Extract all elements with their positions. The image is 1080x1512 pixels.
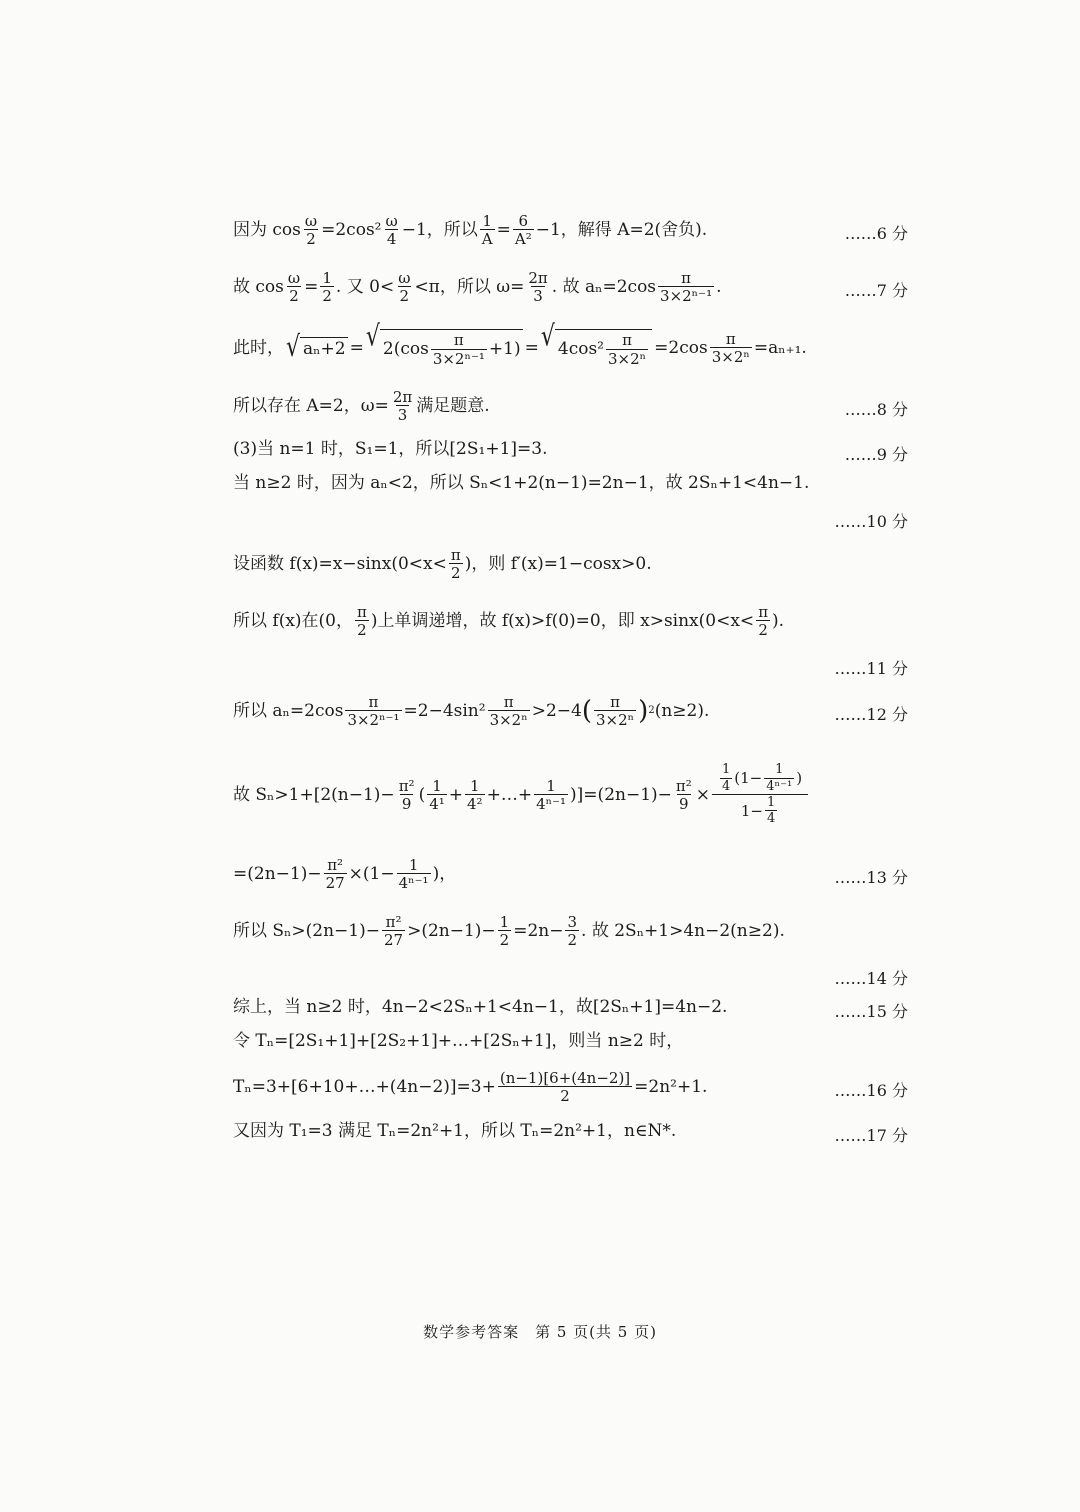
compound-fraction: $\frac{1}{4}$ (1− $\frac{1}{\text{4ⁿ⁻¹}}$ ) 1− $\frac{1}{4}$ — [712, 763, 808, 826]
text: =2cos — [654, 337, 708, 358]
score-mark: ……11 分 — [834, 659, 908, 678]
score-mark: ……7 分 — [844, 281, 908, 300]
fraction: $\frac{\omega}{2}$ — [287, 268, 301, 305]
text: +…+ — [486, 784, 533, 805]
fraction: $\frac{\pi}{\text{3×2ⁿ}}$ — [608, 331, 647, 368]
text: =2−4sin² — [403, 700, 486, 721]
fraction: $\frac{\pi}{\text{3×2ⁿ}}$ — [489, 692, 528, 729]
text: 故 Sₙ>1+[2(n−1)− — [233, 784, 395, 805]
right-paren: ) — [638, 696, 649, 726]
text: >(2n−1)− — [407, 920, 496, 941]
fraction: $\frac{1}{\text{4²}}$ — [467, 776, 483, 813]
fraction: $\frac{2\pi}{3}$ — [528, 268, 548, 305]
text: 设函数 f(x)=x−sinx(0<x< — [233, 553, 447, 574]
score-mark: ……8 分 — [844, 400, 908, 419]
square-root: √ aₙ+2 — [286, 331, 346, 364]
text: = — [524, 337, 539, 358]
fraction: $\frac{\text{π²}}{27}$ — [383, 912, 404, 949]
text: ×(1− — [348, 863, 395, 884]
line-10 — [233, 752, 908, 838]
square-root: √ 4cos² $\frac{\pi}{\text{3×2ⁿ}}$ — [541, 329, 652, 367]
line-16: 又因为 T₁=3 满足 Tₙ=2n²+1，所以 Tₙ=2n²+1，n∈N*. — [233, 1121, 677, 1141]
line-13: 综上，当 n≥2 时，4n−2<2Sₙ+1<4n−1，故[2Sₙ+1]=4n−2. — [233, 997, 728, 1017]
text: )， — [432, 863, 457, 884]
text: . 故 aₙ=2cos — [551, 276, 657, 297]
score-mark: ……17 分 — [834, 1126, 908, 1145]
fraction: $\frac{\pi}{\text{3×2ⁿ⁻¹}}$ — [660, 268, 713, 305]
text: 所以 aₙ=2cos — [233, 700, 344, 721]
score-mark: ……10 分 — [834, 512, 908, 531]
line-3 — [233, 320, 908, 371]
fraction: $\frac{\pi}{2}$ — [758, 602, 769, 639]
line-11 — [233, 852, 908, 896]
text: 所以 f(x)在(0， — [233, 610, 353, 631]
text: ( — [418, 784, 426, 805]
line-15 — [233, 1065, 908, 1109]
text: )]=(2n−1)− — [570, 784, 672, 805]
text: (n≥2). — [654, 700, 710, 721]
score-mark: ……6 分 — [844, 224, 908, 243]
line-4 — [233, 384, 908, 428]
text: . — [716, 276, 722, 297]
text: × — [695, 784, 711, 805]
text: <π，所以 ω= — [414, 276, 525, 297]
text: + — [448, 784, 464, 805]
fraction: $\frac{\omega}{2}$ — [304, 211, 318, 248]
fraction: $\frac{(n-1)[6+(4n-2)]}{2}$ — [499, 1068, 631, 1105]
fraction: $\frac{3}{2}$ — [567, 912, 578, 949]
fraction: $\frac{\pi}{\text{3×2ⁿ⁻¹}}$ — [432, 331, 485, 368]
score-mark: ……15 分 — [834, 1002, 908, 1021]
text: 因为 cos — [233, 219, 301, 240]
line-8 — [233, 599, 908, 643]
text: >2−4 — [531, 700, 582, 721]
page-footer: 数学参考答案 第 5 页(共 5 页) — [423, 1323, 657, 1341]
fraction: $\frac{\pi}{\text{3×2ⁿ}}$ — [596, 692, 635, 729]
fraction: $\frac{\text{π²}}{9}$ — [398, 776, 415, 813]
text: = — [304, 276, 319, 297]
text: 所以 Sₙ>(2n−1)− — [233, 920, 380, 941]
line-14: 令 Tₙ=[2S₁+1]+[2S₂+1]+…+[2Sₙ+1]，则当 n≥2 时， — [233, 1031, 684, 1051]
fraction: $\frac{\text{π²}}{27}$ — [325, 855, 345, 892]
square-root: √ 2(cos $\frac{\pi}{\text{3×2ⁿ⁻¹}}$ +1) — [365, 320, 521, 368]
fraction: $\frac{1}{\text{4ⁿ⁻¹}}$ — [536, 776, 567, 813]
fraction: $\frac{\pi}{\text{3×2ⁿ}}$ — [711, 329, 750, 366]
fraction: $\frac{1}{\text{4ⁿ⁻¹}}$ — [398, 855, 429, 892]
line-6: 当 n≥2 时，因为 aₙ<2，所以 Sₙ<1+2(n−1)=2n−1，故 2Sₙ+1<4n−1. — [233, 473, 810, 493]
line-2 — [233, 265, 908, 309]
score-mark: ……9 分 — [844, 445, 908, 464]
line-1 — [233, 208, 908, 252]
fraction: $\frac{\pi}{2}$ — [450, 545, 461, 582]
score-mark: ……16 分 — [834, 1081, 908, 1100]
text: . 故 2Sₙ+1>4n−2(n≥2). — [581, 920, 785, 941]
fraction: $\frac{\pi}{\text{3×2ⁿ⁻¹}}$ — [347, 692, 400, 729]
text: =2n− — [513, 920, 564, 941]
fraction: $\frac{2\pi}{3}$ — [392, 387, 413, 424]
text: 故 cos — [233, 276, 284, 297]
text: . 又 0< — [335, 276, 395, 297]
text: =2n²+1. — [634, 1076, 708, 1097]
text: ). — [772, 610, 785, 631]
text: = — [349, 337, 364, 358]
fraction: $\frac{\omega}{4}$ — [385, 211, 398, 248]
left-paren: ( — [581, 696, 592, 726]
line-7 — [233, 542, 908, 586]
fraction: $\frac{\text{π²}}{9}$ — [675, 776, 692, 813]
text: 所以存在 A=2，ω= — [233, 395, 389, 416]
text: =aₙ₊₁. — [753, 337, 807, 358]
text: 满足题意. — [416, 395, 490, 416]
score-mark: ……13 分 — [834, 868, 908, 887]
text: −1，解得 A=2(舍负). — [535, 219, 708, 240]
text: 此时， — [233, 337, 284, 358]
fraction: $\frac{1}{2}$ — [499, 912, 510, 949]
line-9: 所以 aₙ=2cos $\frac{\pi}{\text{3×2ⁿ⁻¹}}$ =2−4sin² $\frac{\pi}{\text{3×2ⁿ}}$ >2−4 ( $\frac{\pi}{\text{3×2ⁿ}}$ ) 2 (n≥2). — [233, 692, 710, 729]
score-mark: ……12 分 — [834, 705, 908, 724]
text: =2cos² — [321, 219, 382, 240]
fraction: $\frac{1}{2}$ — [322, 268, 332, 305]
line-5: (3)当 n=1 时，S₁=1，所以[2S₁+1]=3. — [233, 439, 548, 459]
text: −1，所以 — [401, 219, 478, 240]
fraction: $\frac{1}{A}$ — [481, 211, 493, 248]
fraction: $\frac{6}{\text{A²}}$ — [514, 211, 532, 248]
text: = — [496, 219, 511, 240]
text: )上单调递增，故 f(x)>f(0)=0，即 x>sinx(0<x< — [370, 610, 755, 631]
score-mark: ……14 分 — [834, 969, 908, 988]
line-12 — [233, 909, 908, 953]
text: Tₙ=3+[6+10+…+(4n−2)]=3+ — [233, 1076, 496, 1097]
fraction: $\frac{\pi}{2}$ — [357, 602, 367, 639]
fraction: $\frac{\omega}{2}$ — [398, 268, 411, 305]
fraction: $\frac{1}{\text{4¹}}$ — [429, 776, 445, 813]
text: =(2n−1)− — [233, 863, 322, 884]
text: )，则 f′(x)=1−cosx>0. — [464, 553, 652, 574]
